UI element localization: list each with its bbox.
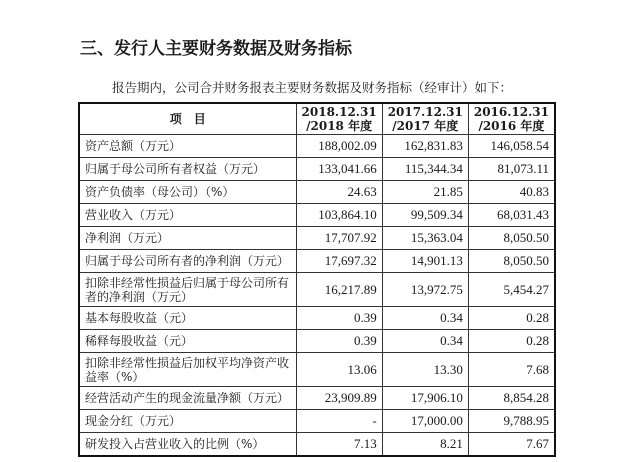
row-label: 归属于母公司所有者权益（万元）: [79, 158, 296, 181]
cell-value: 0.28: [468, 330, 555, 353]
header-line-1: 2018.12.31: [301, 105, 377, 119]
row-label: 净利润（万元）: [79, 227, 296, 250]
cell-value: 16,217.89: [296, 273, 382, 307]
header-line-2: /2016 年度: [478, 119, 545, 133]
table-row: [79, 273, 555, 307]
table-row: [79, 250, 555, 273]
cell-value: 8,050.50: [468, 250, 555, 273]
cell-value: 115,344.34: [382, 158, 468, 181]
header-line-1: 2016.12.31: [473, 105, 549, 119]
cell-value: 133,041.66: [296, 158, 382, 181]
cell-value: 5,454.27: [468, 273, 555, 307]
cell-value: 99,509.34: [382, 204, 468, 227]
row-label: 资产总额（万元）: [79, 135, 296, 158]
table-row: [79, 181, 555, 204]
table-row: [79, 410, 555, 433]
cell-value: 103,864.10: [296, 204, 382, 227]
cell-value: 13.30: [382, 353, 468, 387]
cell-value: 0.34: [382, 307, 468, 330]
header-line-2: /2018 年度: [306, 119, 373, 133]
column-header: [468, 103, 555, 135]
row-label: 资产负债率（母公司）（%）: [79, 181, 296, 204]
column-header: [382, 103, 468, 135]
row-label: 研发投入占营业收入的比例（%）: [79, 433, 296, 457]
cell-value: 162,831.83: [382, 135, 468, 158]
cell-value: 9,788.95: [468, 410, 555, 433]
column-header: [79, 103, 296, 135]
cell-value: 8,050.50: [468, 227, 555, 250]
cell-value: 0.39: [296, 307, 382, 330]
table-row: [79, 307, 555, 330]
cell-value: 24.63: [296, 181, 382, 204]
cell-value: 7.68: [468, 353, 555, 387]
cell-value: 7.13: [296, 433, 382, 457]
row-label: 归属于母公司所有者的净利润（万元）: [79, 250, 296, 273]
cell-value: -: [296, 410, 382, 433]
cell-value: 0.28: [468, 307, 555, 330]
row-label: 现金分红（万元）: [79, 410, 296, 433]
table-row: [79, 204, 555, 227]
cell-value: 188,002.09: [296, 135, 382, 158]
cell-value: 23,909.89: [296, 387, 382, 410]
cell-value: 13,972.75: [382, 273, 468, 307]
cell-value: 8,854.28: [468, 387, 555, 410]
table-row: [79, 330, 555, 353]
cell-value: 17,000.00: [382, 410, 468, 433]
cell-value: 17,707.92: [296, 227, 382, 250]
cell-value: 40.83: [468, 181, 555, 204]
row-label: 经营活动产生的现金流量净额（万元）: [79, 387, 296, 410]
table-header-row: [79, 103, 555, 135]
header-line-1: 项 目: [169, 112, 206, 126]
row-label: 扣除非经常性损益后加权平均净资产收益率（%）: [79, 353, 296, 387]
cell-value: 8.21: [382, 433, 468, 457]
row-label: 营业收入（万元）: [79, 204, 296, 227]
table-row: [79, 227, 555, 250]
financial-data-table: [78, 102, 556, 457]
cell-value: 21.85: [382, 181, 468, 204]
row-label: 基本每股收益（元）: [79, 307, 296, 330]
row-label: 稀释每股收益（元）: [79, 330, 296, 353]
cell-value: 15,363.04: [382, 227, 468, 250]
cell-value: 17,697.32: [296, 250, 382, 273]
intro-text: 报告期内，公司合并财务报表主要财务数据及财务指标（经审计）如下：: [112, 80, 513, 95]
header-line-2: /2017 年度: [392, 119, 459, 133]
section-title: 三、发行人主要财务数据及财务指标: [80, 39, 352, 59]
table-row: [79, 158, 555, 181]
column-header: [296, 103, 382, 135]
cell-value: 13.06: [296, 353, 382, 387]
header-line-1: 2017.12.31: [387, 105, 463, 119]
table-row: [79, 353, 555, 387]
cell-value: 0.34: [382, 330, 468, 353]
table-row: [79, 135, 555, 158]
row-label: 扣除非经常性损益后归属于母公司所有者的净利润（万元）: [79, 273, 296, 307]
cell-value: 146,058.54: [468, 135, 555, 158]
cell-value: 81,073.11: [468, 158, 555, 181]
table-row: [79, 433, 555, 457]
cell-value: 7.67: [468, 433, 555, 457]
table-row: [79, 387, 555, 410]
cell-value: 68,031.43: [468, 204, 555, 227]
cell-value: 14,901.13: [382, 250, 468, 273]
cell-value: 0.39: [296, 330, 382, 353]
cell-value: 17,906.10: [382, 387, 468, 410]
